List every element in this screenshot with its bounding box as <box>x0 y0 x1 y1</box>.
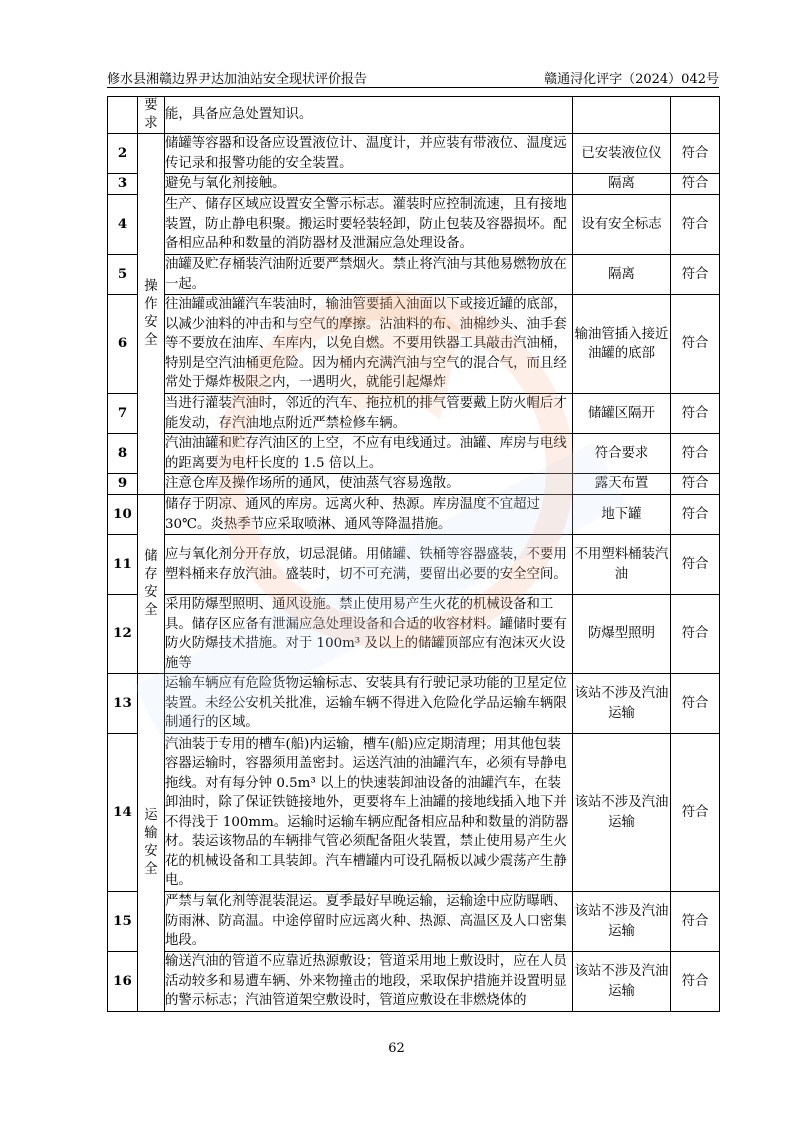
result: 符合 <box>671 595 720 674</box>
check-content: 输送汽油的管道不应靠近热源敷设；管道采用地上敷设时，应在人员活动较多和易遭车辆、外来物撞击的地段，采取保护措施并设置明显的警示标志；汽油管道架空敷设时，管道应敷设在非燃烧体的 <box>165 952 573 1012</box>
table-row <box>108 255 720 295</box>
row-number: 3 <box>108 174 138 195</box>
page-header <box>107 68 719 86</box>
check-content: 生产、储存区域应设置安全警示标志。灌装时应控制流速，且有接地装置，防止静电积聚。搬运时要轻装轻卸，防止包装及容器损坏。配备相应品种和数量的消防器材及泄漏应急处理设备。 <box>165 195 573 255</box>
row-number <box>108 97 138 134</box>
measure: 隔离 <box>573 255 671 295</box>
check-content: 汽油装于专用的槽车(船)内运输，槽车(船)应定期清理；用其他包装容器运输时，容器须用盖密封。运送汽油的油罐汽车，必须有导静电拖线。对有每分钟 0.5m³ 以上的快速装卸油设备的油罐汽车，在装卸油时，除了保证铁链接地外，更要将车上油罐的接地线插入地下并不得浅于 100mm。运输时运输车辆应配备相应品种和数量的消防器材。装运该物品的车辆排气管必须配备阻火装置，禁止使用易产生火花的机械设备和工具装卸。汽车槽罐内可设孔隔板以减少震荡产生静电。 <box>165 734 573 892</box>
result: 符合 <box>671 394 720 434</box>
table-row <box>108 295 720 394</box>
row-number: 5 <box>108 255 138 295</box>
table-row <box>108 474 720 495</box>
measure: 隔离 <box>573 174 671 195</box>
category-operation <box>138 134 165 495</box>
measure: 露天布置 <box>573 474 671 495</box>
table-row <box>108 674 720 734</box>
report-title: 修水县湘赣边界尹达加油站安全现状评价报告 <box>107 72 368 87</box>
category-transport <box>138 674 165 1012</box>
measure: 储罐区隔开 <box>573 394 671 434</box>
page-number: 62 <box>388 1041 405 1056</box>
table-row <box>108 734 720 892</box>
result: 符合 <box>671 255 720 295</box>
measure: 防爆型照明 <box>573 595 671 674</box>
row-number: 8 <box>108 434 138 474</box>
measure: 该站不涉及汽油运输 <box>573 734 671 892</box>
measure: 地下罐 <box>573 495 671 535</box>
result: 符合 <box>671 134 720 174</box>
row-number: 12 <box>108 595 138 674</box>
row-number: 4 <box>108 195 138 255</box>
row-number: 2 <box>108 134 138 174</box>
table-row <box>108 952 720 1012</box>
check-content: 当进行灌装汽油时，邻近的汽车、拖拉机的排气管要戴上防火帽后才能发动，存汽油地点附近严禁检修车辆。 <box>165 394 573 434</box>
measure: 该站不涉及汽油运输 <box>573 892 671 952</box>
result: 符合 <box>671 174 720 195</box>
category-label: 操作安全 <box>144 279 158 348</box>
header-rule <box>107 87 719 88</box>
check-content: 能，具备应急处置知识。 <box>165 97 573 134</box>
check-content: 汽油油罐和贮存汽油区的上空，不应有电线通过。油罐、库房与电线的距离要为电杆长度的 1.5 倍以上。 <box>165 434 573 474</box>
safety-check-table <box>107 96 720 1012</box>
check-content: 往油罐或油罐汽车装油时，输油管要插入油面以下或接近罐的底部，以减少油料的冲击和与空气的摩擦。沾油料的布、油棉纱头、油手套等不要放在油库、车库内，以免自燃。不要用铁器工具敲击汽油桶，特别是空汽油桶更危险。因为桶内充满汽油与空气的混合气，而且经常处于爆炸极限之内，一遇明火，就能引起爆炸 <box>165 295 573 394</box>
result: 符合 <box>671 434 720 474</box>
category-label: 储存安全 <box>144 549 158 618</box>
result: 符合 <box>671 674 720 734</box>
table-row <box>108 394 720 434</box>
category-storage <box>138 495 165 674</box>
table-row <box>108 434 720 474</box>
measure: 已安装液位仪 <box>573 134 671 174</box>
row-number: 7 <box>108 394 138 434</box>
check-content: 采用防爆型照明、通风设施。禁止使用易产生火花的机械设备和工具。储存区应备有泄漏应急处理设备和合适的收容材料。罐储时要有防火防爆技术措施。对于 100m³ 及以上的储罐顶部应有泡沫灭火设施等 <box>165 595 573 674</box>
measure: 符合要求 <box>573 434 671 474</box>
table-row <box>108 174 720 195</box>
row-number: 6 <box>108 295 138 394</box>
table-row <box>108 134 720 174</box>
measure: 设有安全标志 <box>573 195 671 255</box>
table-row <box>108 195 720 255</box>
check-content: 储罐等容器和设备应设置液位计、温度计，并应装有带液位、温度远传记录和报警功能的安全装置。 <box>165 134 573 174</box>
check-content: 严禁与氧化剂等混装混运。夏季最好早晚运输，运输途中应防曝晒、防雨淋、防高温。中途停留时应远离火种、热源、高温区及人口密集地段。 <box>165 892 573 952</box>
measure: 该站不涉及汽油运输 <box>573 952 671 1012</box>
result: 符合 <box>671 295 720 394</box>
report-number: 赣通浔化评字（2024）042号 <box>544 72 719 87</box>
row-number: 14 <box>108 734 138 892</box>
result: 符合 <box>671 952 720 1012</box>
check-content: 油罐及贮存桶装汽油附近要严禁烟火。禁止将汽油与其他易燃物放在一起。 <box>165 255 573 295</box>
category-requirement: 要求 <box>138 97 165 134</box>
row-number: 10 <box>108 495 138 535</box>
result: 符合 <box>671 495 720 535</box>
table-row <box>108 595 720 674</box>
result: 符合 <box>671 892 720 952</box>
table-row <box>108 97 720 134</box>
check-content: 注意仓库及操作场所的通风，使油蒸气容易逸散。 <box>165 474 573 495</box>
row-number: 13 <box>108 674 138 734</box>
row-number: 15 <box>108 892 138 952</box>
check-content: 避免与氧化剂接触。 <box>165 174 573 195</box>
table-row <box>108 892 720 952</box>
row-number: 9 <box>108 474 138 495</box>
table-row <box>108 495 720 535</box>
result: 符合 <box>671 474 720 495</box>
result: 符合 <box>671 734 720 892</box>
measure: 不用塑料桶装汽油 <box>573 535 671 595</box>
check-content: 储存于阴凉、通风的库房。远离火种、热源。库房温度不宜超过 30℃。炎热季节应采取喷淋、通风等降温措施。 <box>165 495 573 535</box>
measure: 输油管插入接近油罐的底部 <box>573 295 671 394</box>
result <box>671 97 720 134</box>
measure: 该站不涉及汽油运输 <box>573 674 671 734</box>
row-number: 11 <box>108 535 138 595</box>
measure <box>573 97 671 134</box>
result: 符合 <box>671 535 720 595</box>
row-number: 16 <box>108 952 138 1012</box>
check-content: 应与氧化剂分开存放，切忌混储。用储罐、铁桶等容器盛装，不要用塑料桶来存放汽油。盛装时，切不可充满，要留出必要的安全空间。 <box>165 535 573 595</box>
category-label: 运输安全 <box>144 807 158 877</box>
table-row <box>108 535 720 595</box>
result: 符合 <box>671 195 720 255</box>
check-content: 运输车辆应有危险货物运输标志、安装具有行驶记录功能的卫星定位装置。未经公安机关批准，运输车辆不得进入危险化学品运输车辆限制通行的区域。 <box>165 674 573 734</box>
